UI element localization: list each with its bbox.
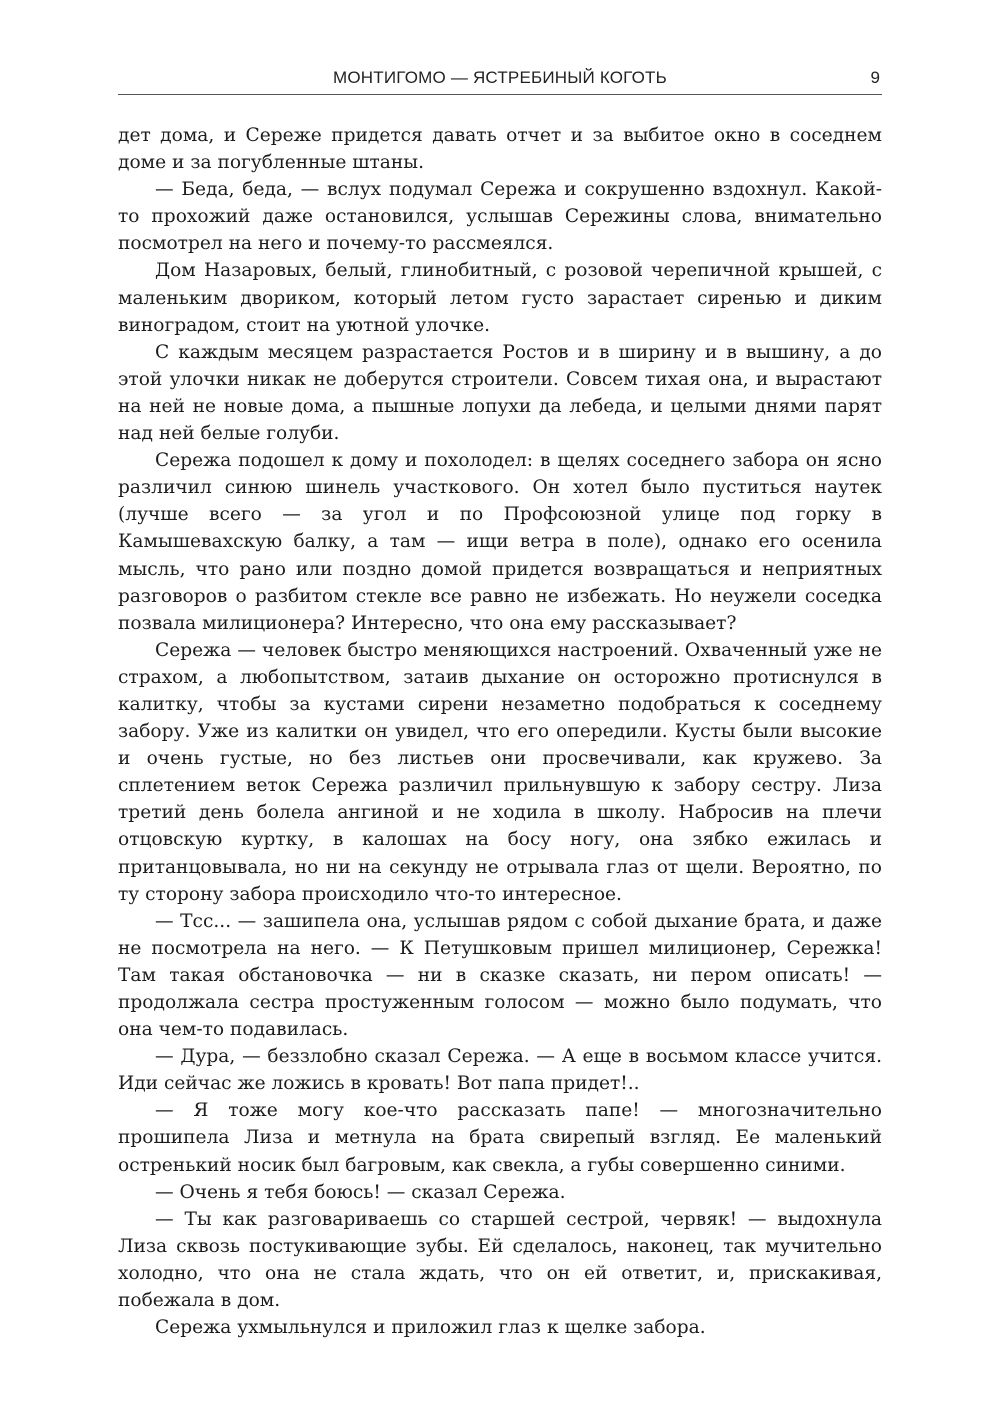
paragraph: Дом Назаровых, белый, глинобитный, с розовой черепичной крышей, с маленьким двориком, который летом густо зарастает сиренью и диким виноградом, стоит на уютной улочке. [118,260,882,336]
paragraph: С каждым месяцем разрастается Ростов и в ширину и в вышину, а до этой улочки никак не доберутся строители. Совсем тихая она, и вырастают на ней не новые дома, а пышные лопухи да лебеда, и целыми днями парят над ней белые голуби. [118,341,882,445]
paragraph: — Очень я тебя боюсь! — сказал Сережа. [155,1181,566,1203]
paragraph: — Беда, беда, — вслух подумал Сережа и сокрушенно вздохнул. Какой-то прохожий даже остановился, услышав Сережины слова, внимательно посмотрел на него и почему-то рассмеялся. [118,179,882,255]
paragraph: — Дура, — беззлобно сказал Сережа. — А еще в восьмом классе учится. Иди сейчас же ложись в кровать! Вот папа придет!.. [118,1046,882,1095]
paragraph: Сережа подошел к дому и похолодел: в щелях соседнего забора он ясно различил синюю шинель участкового. Он хотел было пуститься наутек (лучше всего — за угол и по Профсоюзной улице под горку в Камышевахскую балку, а там — ищи ветра в поле), однако его осенила мысль, что рано или поздно домой придется возвращаться и неприятных разговоров о разбитом стекле все равно не избежать. Но неужели соседка позвала милиционера? Интересно, что она ему рассказывает? [118,450,882,634]
running-header [118,66,882,95]
paragraph: — Ты как разговариваешь со старшей сестрой, червяк! — выдохнула Лиза сквозь постукивающие зубы. Ей сделалось, наконец, так мучительно холодно, что она не стала ждать, что он ей ответит, и, прискакивая, побежала в дом. [118,1208,882,1312]
page-number: 9 [870,68,880,87]
paragraph: дет дома, и Сереже придется давать отчет и за выбитое окно в соседнем доме и за погубленные штаны. [118,125,882,174]
paragraph: — Я тоже могу кое-что рассказать папе! — многозначительно прошипела Лиза и метнула на брата свирепый взгляд. Ее маленький остренький носик был багровым, как свекла, а губы совершенно синими. [118,1100,882,1176]
paragraph: Сережа ухмыльнулся и приложил глаз к щелке забора. [155,1317,706,1339]
header-title: МОНТИГОМО — ЯСТРЕБИНЫЙ КОГОТЬ [332,68,667,87]
paragraph: — Тсс... — зашипела она, услышав рядом с собой дыхание брата, и даже не посмотрела на него. — К Петушковым пришел милиционер, Сережка! Там такая обстановочка — ни в сказке сказать, ни пером описать! — продолжала сестра простуженным голосом — можно было подумать, что она чем-то подавилась. [118,910,882,1041]
text-body [118,122,882,1341]
paragraph: Сережа — человек быстро меняющихся настроений. Охваченный уже не страхом, а любопытством, затаив дыхание он осторожно протиснулся в калитку, чтобы за кустами сирени незаметно подобраться к соседнему забору. Уже из калитки он увидел, что его опередили. Кусты были высокие и очень густые, но без листьев они просвечивали, как кружево. За сплетением веток Сережа различил прильнувшую к забору сестру. Лиза третий день болела ангиной и не ходила в школу. Набросив на плечи отцовскую куртку, в калошах на босу ногу, она зябко ежилась и пританцовывала, но ни на секунду не отрывала глаз от щели. Вероятно, по ту сторону забора происходило что-то интересное. [118,639,882,905]
